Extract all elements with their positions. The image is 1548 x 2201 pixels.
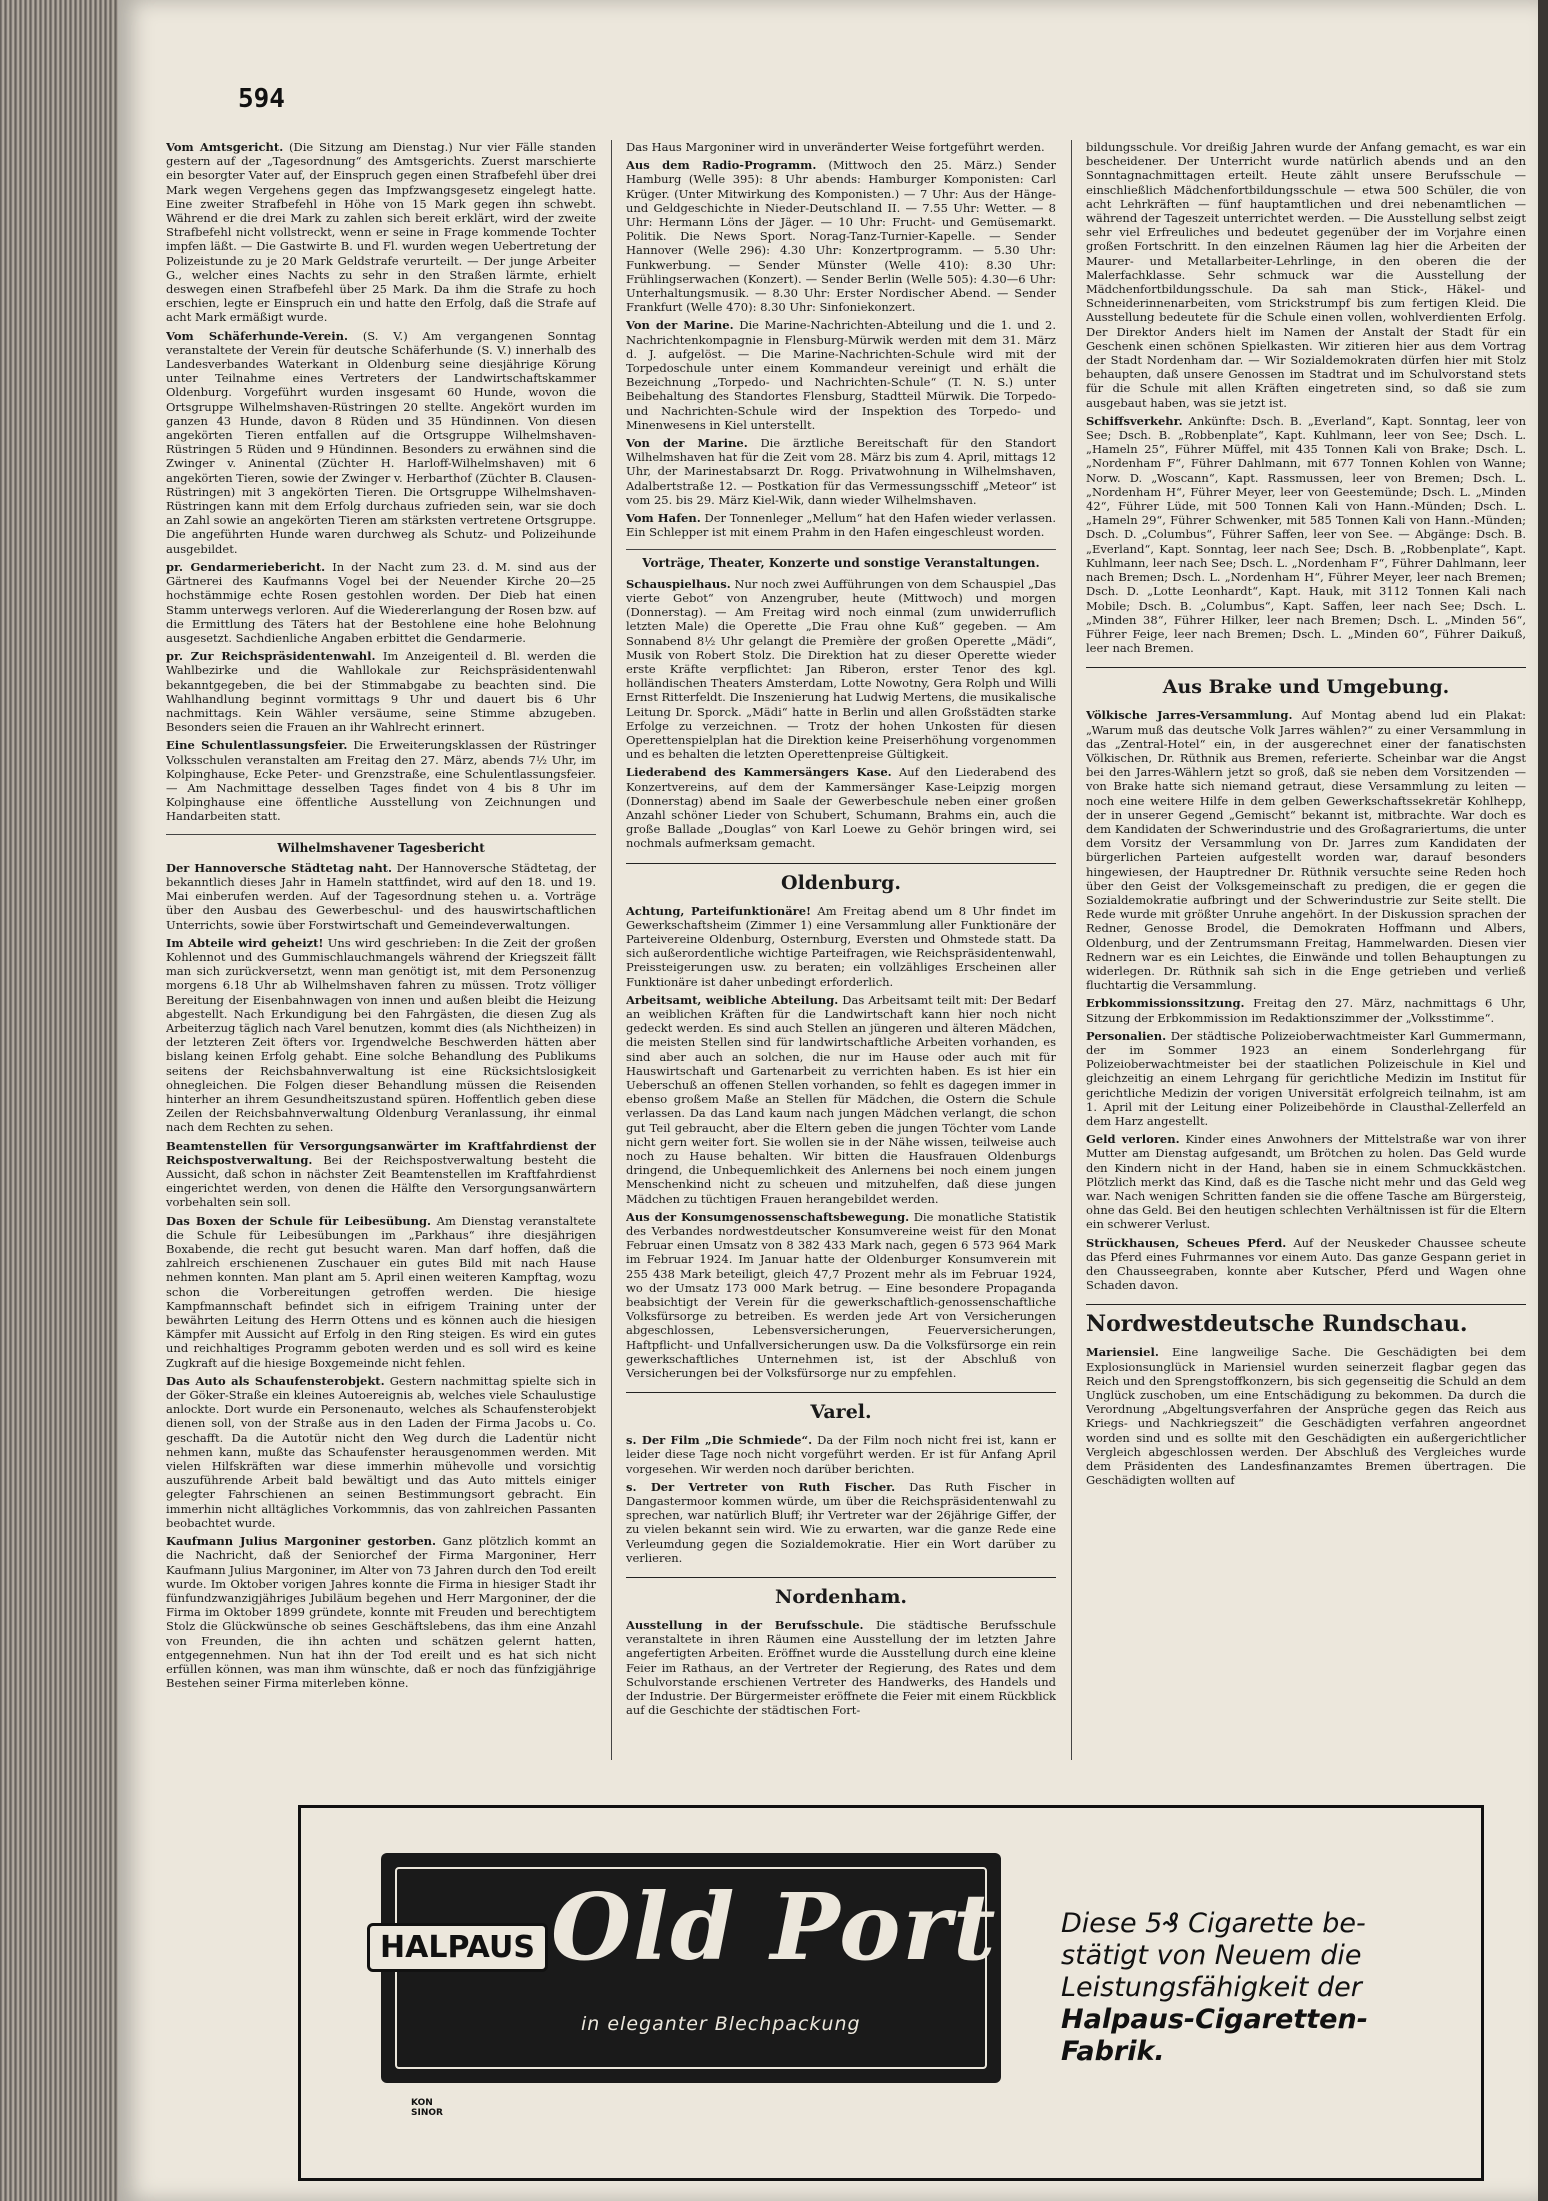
article <box>166 1534 596 1690</box>
article <box>166 329 596 556</box>
article <box>626 577 1056 762</box>
article <box>166 1374 596 1530</box>
article <box>626 318 1056 432</box>
article-text: bildungsschule. Vor dreißig Jahren wurde der Anfang gemacht, es war ein bescheidener. Der Unterricht wurde natürlich abends und an den Sonntagnachmittagen erteilt. Heute zählt unsere Berufsschule — einschließlich Mädchenfortbildungsschule — etwa 500 Schüler, die von acht Lehrkräften — fünf hauptamtlichen und drei nebenamtlichen — während der Tageszeit unterrichtet werden. — Die Ausstellung selbst zeigt sehr viel Erfreuliches und bedeutet gegenüber der im Vorjahre einen großen Fortschritt. In den einzelnen Räumen lag hier die Arbeiten der Maurer- und Metallarbeiter-Lehrlinge, in den oberen die der Malerfachklasse. Sehr schmuck war die Ausstellung der Mädchenfortbildungsschule. Da sah man Stick-, Häkel- und Schneiderinnenarbeiten, vom Strickstrumpf bis zum fertigen Kleid. Die Ausstellung bedeutete für die Schule einen vollen, wohlverdienten Erfolg. Der Direktor Anders hielt im Namen der Anstalt der Stadt für ein Geschenk einen schönen Spielkasten. Wir zitieren hier aus dem Vortrag der Stadt Nordenham dar. — Wir Sozialdemokraten dürfen hier mit Stolz behaupten, daß unsere Genossen im Stadtrat und im Schulvorstand stets für die Schule mit allen Kräften eingetreten sind, so daß sie zum ausgebaut haben, was sie jetzt ist. <box>1086 140 1526 410</box>
article-headline: Achtung, Parteifunktionäre! <box>626 903 812 918</box>
article-text: Ganz plötzlich kommt an die Nachricht, daß der Seniorchef der Firma Margoniner, Herr Kaufmann Julius Margoniner, im Alter von 73 Jahren durch den Tod ereilt wurde. Im Oktober vorigen Jahres konnte die Firma in hiesiger Stadt ihr fünfundzwanzigjähriges Jubiläum begehen und Herr Margoniner, der die Firma im Oktober 1899 gründete, konnte mit Freuden und berechtigtem Stolz die Glückwünsche ob seines Geschäftslebens, das ihm eine Anzahl von Freunden, die ihn achten und schätzen gelernt hatten, entgegennehmen. Nun hat ihn der Tod ereilt und es hat sich nicht erfüllen können, was man ihm wünschte, daß er noch das fünfzigjährige Bestehen seiner Firma miterleben könne. <box>166 1534 596 1691</box>
article-headline: Von der Marine. <box>626 436 748 451</box>
ad-slogan <box>1061 1908 1461 2068</box>
article <box>1086 1132 1526 1231</box>
article <box>1086 708 1526 992</box>
article-headline: Mariensiel. <box>1086 1345 1159 1360</box>
article-headline: Geld verloren. <box>1086 1132 1180 1147</box>
ad-brand: HALPAUS <box>367 1923 548 1972</box>
article-headline: Vom Hafen. <box>626 511 701 526</box>
article-headline: Das Auto als Schaufensterobjekt. <box>166 1373 385 1388</box>
cigarette-advertisement <box>298 1805 1484 2181</box>
article-text: Nur noch zwei Aufführungen von dem Schauspiel „Das vierte Gebot“ von Anzengruber, heute (Mittwoch) und morgen (Donnerstag). — Am Freitag wird noch einmal (zum unwiderruflich letzten Male) die Operette „Die Frau ohne Kuß“ gegeben. — Am Sonnabend 8½ Uhr gelangt die Première der großen Operette „Mädi“, Musik von Robert Stolz. Die Direktion hat zu dieser Operette wieder erste Kräfte verpflichtet: Jan Riberon, erster Tenor des kgl. holländischen Theaters Amsterdam, Lotte Nowotny, Gera Rolph und Willi Ernst Ritterfeldt. Die Inszenierung hat Ludwig Mertens, die musikalische Leitung Dr. Sporck. „Mädi“ hatte in Berlin und allen Großstädten starke Erfolge zu verzeichnen. — Trotz der hohen Unkosten für diesen Operettenspielplan hat die Direktion keine Preiserhöhung vorgenommen und es behalten die letzten Operettenpreise Gültigkeit. <box>626 576 1056 762</box>
article-headline: Der Hannoversche Städtetag naht. <box>166 860 392 875</box>
article-text: (S. V.) Am vergangenen Sonntag veranstaltete der Verein für deutsche Schäferhunde (S. V.) innerhalb des Landesverbandes Waterkant in Oldenburg seine diesjährige Körung unter Teilnahme eines Vertreters der Landwirtschaftskammer Oldenburg. Vorgeführt wurden insgesamt 60 Hunde, wovon die Ortsgruppe Wilhelmshaven-Rüstringen 20 stellte. Angekört wurden im ganzen 43 Hunde, davon 8 Rüden und 35 Hündinnen. Von diesen angekörten Tieren entfallen auf die Ortsgruppe Wilhelmshaven-Rüstringen 5 Rüden und 9 Hündinnen. Besonders zu erwähnen sind die Zwinger v. Aninental (Züchter H. Harloff-Wilhelmshaven) mit 6 angekörten Tieren, sowie der Zwinger v. Herbarthof (Züchter B. Clausen-Rüstringen) mit 3 angekörten Tieren. Die Ortsgruppe Wilhelmshaven-Rüstringen kann mit dem Erfolg durchaus zufrieden sein, war sie doch an Zahl sowie an angekörten Tieren am stärksten vertretene Ortsgruppe. Die angeführten Hunde waren durchweg als Schutz- und Polizeihunde ausgebildet. <box>166 328 596 556</box>
article-headline: Schiffsverkehr. <box>1086 413 1183 428</box>
article-text: Ankünfte: Dsch. B. „Everland“, Kapt. Sonntag, leer von See; Dsch. B. „Robbenplate“, Kapt. Kuhlmann, leer von See; Dsch. L. „Hameln 25“, Führer Müffel, mit 435 Tonnen Kali von Brake; Dsch. L. „Nordenham F“, Führer Dahlmann, mit 677 Tonnen Kohlen von Wanne; Norw. D. „Woscann“, Kapt. Rassmussen, leer von Bremen; Dsch. L. „Nordenham H“, Führer Meyer, leer von Geestemünde; Dsch. L. „Minden 42“, Führer Lüde, mit 500 Tonnen Kali von Hann.-Münden; Dsch. L. „Hameln 29“, Führer Schwenker, mit 585 Tonnen Kali von Hann.-Münden; Dsch. D. „Columbus“, Führer Saffen, leer von See. — Abgänge: Dsch. B. „Everland“, Kapt. Sonntag, leer nach See; Dsch. B. „Robbenplate“, Kapt. Kuhlmann, leer nach See; Dsch. L. „Nordenham F“, Führer Dahlmann, leer nach Bremen; Dsch. L. „Nordenham H“, Führer Meyer, leer nach Bremen; Dsch. D. „Lotte Leonhardt“, Kapt. Hauk, mit 3112 Tonnen Kali nach Mobile; Dsch. B. „Columbus“, Kapt. Saffen, leer nach See; Dsch. L. „Minden 38“, Führer Hilker, leer nach Bremen; Dsch. L. „Minden 56“, Führer Feige, leer nach Bremen; Dsch. L. „Minden 60“, Führer Daikuß, leer nach Bremen. <box>1086 413 1526 656</box>
article-text: Gestern nachmittag spielte sich in der Göker-Straße ein kleines Autoereignis ab, welches viele Schaulustige anlockte. Dort wurde ein Personenauto, welches als Schaufensterobjekt dienen soll, von der Straße aus in den Laden der Firma Jacobs u. Co. geschafft. Da die Autotür nicht den Weg durch die Ladentür nicht nehmen kann, mußte das Schaufenster herausgenommen werden. Mit vielen Hilfskräften war diese immerhin mühevolle und vorsichtig auszuführende Arbeit bald bewältigt und das Auto mittels einiger gelegter Fahrschienen an seinen Bestimmungsort gebracht. Ein immerhin nicht alltägliches Vorkommnis, das von zahlreichen Passanten beobachtet wurde. <box>166 1373 596 1530</box>
article <box>626 140 1056 154</box>
ad-packaging-note: in eleganter Blechpackung <box>581 2013 861 2035</box>
article <box>1086 1029 1526 1128</box>
article-text: Uns wird geschrieben: In die Zeit der großen Kohlennot und des Gummischlauchmangels während der Kriegszeit fällt man sich zurückversetzt, wenn man genötigt ist, mit dem Personenzug morgens 6.18 Uhr ab Wilhelmshaven fahren zu müssen. Trotz völliger Bereitung der Eisenbahnwagen von innen und außen bleibt die Heizung abgestellt. Nach Erkundigung bei den Fahrgästen, die diesen Zug als Arbeiterzug täglich nach Varel benutzen, kommt dies (als Nichtheizen) in der letzteren Zeit öfters vor. Irgendwelche Beschwerden hätten aber bislang keinen Erfolg gehabt. Eine solche Behandlung des Publikums seitens der Reichsbahnverwaltung ist eine Rücksichtslosigkeit ohnegleichen. Die Folgen dieser Behandlung müssen die Reisenden hinterher an ihrem Gesundheitszustand spüren. Hoffentlich geben diese Zeilen der Reichsbahnverwaltung Oldenburg Veranlassung, ihr einmal nach dem Rechten zu sehen. <box>166 935 596 1135</box>
article <box>626 1210 1056 1380</box>
section-heading: Varel. <box>626 1392 1056 1425</box>
subsection-heading: Wilhelmshavener Tagesbericht <box>166 834 596 855</box>
ad-slogan-line: Halpaus-Cigaretten-Fabrik. <box>1061 2004 1368 2067</box>
page-number: 594 <box>238 84 285 114</box>
ad-slogan-line: Leistungsfähigkeit der <box>1061 1972 1362 2003</box>
article-headline: Von der Marine. <box>626 318 734 333</box>
article-text: Der städtische Polizeioberwachtmeister Karl Gummermann, der im Sommer 1923 an einem Sonderlehrgang für Polizeioberwachtmeister bei der staatlichen Polizeischule in Kiel und gleichzeitig an einem Lehrgang für gerichtliche Medizin im Institut für gerichtliche Medizin der vorigen Universität erfolgreich teilnahm, ist am 1. April mit der Leitung einer Polizeibehörde in Clausthal-Zellerfeld an dem Harz angestellt. <box>1086 1028 1526 1128</box>
article-headline: Aus der Konsumgenossenschaftsbewegung. <box>626 1209 910 1224</box>
article-text: Bei der Reichspostverwaltung besteht die Aussicht, daß schon in nächster Zeit Beamtenstellen im Kraftfahrdienst eingerichtet werden, von denen die Hälfte den Versorgungsanwärtern vorbehalten sein soll. <box>166 1152 596 1210</box>
newspaper-page <box>118 0 1538 2201</box>
article <box>166 560 596 645</box>
ad-designer-mark-line: SINOR <box>411 2108 443 2118</box>
article <box>1086 1236 1526 1293</box>
article-headline: Vom Amtsgericht. <box>166 140 284 154</box>
article-text: (Die Sitzung am Dienstag.) Nur vier Fälle standen gestern auf der „Tagesordnung“ des Amtsgerichts. Zuerst marschierte ein besorgter Vater auf, der Einspruch gegen einen Strafbefehl über drei Mark wegen Vergehens gegen das Impfzwangsgesetz eingelegt hatte. Eine zweiter Strafbefehl in Höhe von 15 Mark gegen ihn schwebt. Während er die drei Mark zu zahlen sich bereit erklärt, wird der zweite Strafbefehl nicht vollstreckt, wenn er seine in Frage kommende Tochter impfen läßt. — Die Gastwirte B. und Fl. wurden wegen Uebertretung der Polizeistunde zu je 20 Mark Geldstrafe verurteilt. — Der junge Arbeiter G., welcher eines Nachts zu sehr in den Straßen lärmte, erhielt deswegen einen Strafbefehl über 25 Mark. Da ihm die Strafe zu hoch erschien, legte er Einspruch ein und hatte den Erfolg, daß die Strafe auf acht Mark ermäßigt wurde. <box>166 140 596 325</box>
article-text: Das Ruth Fischer in Dangastermoor kommen würde, um über die Reichspräsidentenwahl zu sprechen, war natürlich Bluff; ihr Vertreter war der 26jährige Giffer, der zu vielen bekannt sein wird. Wie zu erwarten, war die ganze Rede eine Verleumdung gegen die Sozialdemokratie. Hier ein Wort darüber zu verlieren. <box>626 1479 1056 1565</box>
article <box>626 765 1056 850</box>
article-text: Die städtische Berufsschule veranstaltete in ihren Räumen eine Ausstellung der im letzten Jahre angefertigten Arbeiten. Eröffnet wurde die Ausstellung durch eine kleine Feier im Rathaus, an der Vertreter der Regierung, des Rates und dem Schulvorstande erschienen Vertreter des Handwerks, des Handels und der Industrie. Der Bürgermeister eröffnete die Feier mit einem Rückblick auf die Geschichte der städtischen Fort- <box>626 1618 1056 1718</box>
article-headline: s. Der Film „Die Schmiede“. <box>626 1433 813 1448</box>
article <box>166 649 596 734</box>
article-headline: Aus dem Radio-Programm. <box>626 158 817 173</box>
column-1 <box>166 140 596 1790</box>
ad-slogan-line: stätigt von Neuem die <box>1061 1940 1362 1971</box>
article <box>166 1214 596 1370</box>
article-text: Auf Montag abend lud ein Plakat: „Warum muß das deutsche Volk Jarres wählen?“ zu einer Versammlung in das „Zentral-Hotel“ ein, in der ausgerechnet einer der fanatischsten Völkischen, Dr. Rüthnik aus Bremen, referierte. Scheinbar war die Angst bei den Jarres-Wählern jetzt so groß, daß sie neben dem Vorsitzenden — von Brake hatte sich niemand getraut, diese Versammlung zu leiten — noch eine weitere Hilfe in dem gelben Gewerkschaftssekretär Kohlhepp, der in unserer Gegend „Gemischt“ bekannt ist, mitbrachte. War doch es dem Kandidaten der Schwerindustrie und des Großagrariertums, die unter dem Vorsitz der Versammlung von Dr. Jarres zum Kandidaten der bürgerlichen Parteien aufgestellt worden war, darauf besonders hingewiesen, der Hauptredner Dr. Rüthnik versuchte seine Reden hoch über den Geist der Volksgemeinschaft zu predigen, die er gegen die Sozialdemokratie aufbringt und der Schwerindustrie zur Seite stellt. Die Rede wurde mit größter Unruhe angehört. In der Diskussion sprachen der Redner, Genosse Brodel, die Demokraten Hoffmann und Albers, Oldenburg, und der Zentrumsmann Freitag, Hammelwarden. Diesen vier Rednern war es ein Leichtes, die Einwände und tollen Behauptungen zu widerlegen. Dr. Rüthnik sah sich in die Enge getrieben und verließ fluchtartig die Versammlung. <box>1086 708 1526 993</box>
article <box>166 936 596 1135</box>
article-text: Die Marine-Nachrichten-Abteilung und die 1. und 2. Nachrichtenkompagnie in Flensburg-Mürwik werden mit dem 31. März d. J. aufgelöst. — Die Marine-Nachrichten-Schule wird mit der Torpedoschule unter einem Kommandeur vereinigt und erhält die Bezeichnung „Torpedo- und Nachrichten-Schule“ (T. N. S.) unter Beibehaltung des Standortes Flensburg, Stadtteil Mürwik. Die Torpedo- und Nachrichten-Schule wird der Inspektion des Torpedo- und Minenwesens in Kiel unterstellt. <box>626 318 1056 432</box>
article-text: Auf der Neuskeder Chaussee scheute das Pferd eines Fuhrmannes vor einem Auto. Das ganze Gespann geriet in den Chausseegraben, konnte aber Kutscher, Pferd und Wagen ohne Schaden davon. <box>1086 1235 1526 1293</box>
ad-designer-mark-line: KON <box>411 2098 433 2108</box>
article <box>626 904 1056 989</box>
article-text: Am Freitag abend um 8 Uhr findet im Gewerkschaftsheim (Zimmer 1) eine Versammlung aller Funktionäre der Parteivereine Oldenburg, Osternburg, Eversten und Ohmstede statt. Da sich außerordentliche wichtige Parteifragen, wie Reichspräsidentenwahl, Preissteigerungen usw. zu beraten; ein vollzähliges Erscheinen aller Funktionäre ist daher unbedingt erforderlich. <box>626 903 1056 989</box>
article-headline: Erbkommissionssitzung. <box>1086 996 1245 1011</box>
article <box>626 1433 1056 1476</box>
article-text: Im Anzeigenteil d. Bl. werden die Wahlbezirke und die Wahllokale zur Reichspräsidentenwahl bekanntgegeben, die bei der Stimmabgabe zu beachten sind. Die Wahlhandlung beginnt vormittags 9 Uhr und dauert bis 6 Uhr nachmittags. Kein Wähler versäume, seine Stimme abzugeben. Besonders seien die Frauen an ihr Wahlrecht erinnert. <box>166 649 596 735</box>
article <box>626 1618 1056 1717</box>
article-headline: Liederabend des Kammersängers Kase. <box>626 765 892 780</box>
article-headline: Kaufmann Julius Margoniner gestorben. <box>166 1534 437 1549</box>
article-text: Der Tonnenleger „Mellum“ hat den Hafen wieder verlassen. Ein Schlepper ist mit einem Prahm in den Hafen eingeschleust worden. <box>626 511 1056 540</box>
article-text: Die ärztliche Bereitschaft für den Standort Wilhelmshaven hat für die Zeit vom 28. März bis zum 4. April, mittags 12 Uhr, der Marinestabsarzt Dr. Rogg. Privatwohnung in Wilhelmshaven, Adalbertstraße 12. — Postkation für das Vermessungsschiff „Meteor“ ist vom 25. bis 29. März Kiel-Wik, dann wieder Wilhelmshaven. <box>626 436 1056 507</box>
ad-designer-mark <box>411 2098 443 2118</box>
column-2 <box>626 140 1056 1790</box>
article <box>1086 414 1526 655</box>
article-headline: Das Boxen der Schule für Leibesübung. <box>166 1213 432 1228</box>
article-headline: s. Der Vertreter von Ruth Fischer. <box>626 1479 896 1494</box>
ad-logo-panel <box>381 1853 1001 2083</box>
article-text: In der Nacht zum 23. d. M. sind aus der Gärtnerei des Kaufmanns Vogel bei der Neuender Kirche 20—25 hochstämmige echte Rosen gestohlen worden. Der Dieb hat einen Stamm unterwegs verloren. Auf die Wiedererlangung der Rosen bzw. auf die Ermittlung des Täters hat der Bestohlene eine hohe Belohnung ausgesetzt. Sachdienliche Angaben erbittet die Gendarmerie. <box>166 559 596 645</box>
article-text: Freitag den 27. März, nachmittags 6 Uhr, Sitzung der Erbkommission im Redaktionszimmer der „Volksstimme“. <box>1086 996 1526 1025</box>
article <box>1086 140 1526 410</box>
article <box>166 861 596 932</box>
section-heading: Oldenburg. <box>626 863 1056 896</box>
article <box>626 436 1056 507</box>
article-headline: Vom Schäferhunde-Verein. <box>166 328 348 343</box>
ad-slogan-line: Diese 5₰ Cigarette be- <box>1061 1908 1366 1939</box>
article-headline: Ausstellung in der Berufsschule. <box>626 1618 864 1633</box>
article <box>626 993 1056 1206</box>
book-edge <box>0 0 118 2201</box>
article-text: (Mittwoch den 25. März.) Sender Hamburg (Welle 395): 8 Uhr abends: Hamburger Komponisten: Carl Krüger. (Unter Mitwirkung des Komponisten.) — 7 Uhr: Aus der Hänge- und Geldgeschichte in Nieder-Deutschland II. — 7.55 Uhr: Wetter. — 8 Uhr: Hermann Löns der Jäger. — 10 Uhr: Frucht- und Gemüsemarkt. Politik. Die News Sport. Norag-Tanz-Turnier-Kapelle. — Sender Hannover (Welle 296): 4.30 Uhr: Konzertprogramm. — 5.30 Uhr: Funkwerbung. — Sender Münster (Welle 410): 8.30 Uhr: Frühlingserwachen (Konzert). — Sender Berlin (Welle 505): 4.30—6 Uhr: Unterhaltungsmusik. — 8.30 Uhr: Erster Nordischer Abend. — Sender Frankfurt (Welle 470): 8.30 Uhr: Sinfoniekonzert. <box>626 158 1056 315</box>
article-text: Eine langweilige Sache. Die Geschädigten bei dem Explosionsunglück in Mariensiel wurden seinerzeit flagbar gegen das Reich und den Sprengstoffkonzern, bis sich gegenseitig die Schuld an dem Unglück zuschoben, um eine Entschädigung zu bekommen. Da durch die Verordnung „Abgeltungsverfahren der Ansprüche gegen das Reich aus Kriegs- und Nachkriegszeit“ die Geschädigten verfahren angeordnet worden sind und es sollte mit den Geschädigten ein außergerichtlicher Vergleich abgeschlossen werden. Der Abschluß des Vergleiches wurde dem Präsidenten des Landesfinanzamtes Bremen übertragen. Die Geschädigten wollten auf <box>1086 1345 1526 1488</box>
article-text: Kinder eines Anwohners der Mittelstraße war von ihrer Mutter am Dienstag aufgesandt, um Brötchen zu holen. Das Geld wurde den Kindern nicht in der Hand, haben sie in einem Schmuckkästchen. Plötzlich merkt das Kind, daß es die Tasche nicht mehr und das Geld weg war. Nach wenigen Schritten fanden sie die offene Tasche am Bürgersteig, ohne das Geld. Bei den heutigen schlechten Verhältnissen ist für die Eltern ein schwerer Verlust. <box>1086 1132 1526 1232</box>
article-headline: Personalien. <box>1086 1028 1167 1043</box>
article <box>1086 1345 1526 1487</box>
article-text: Das Arbeitsamt teilt mit: Der Bedarf an weiblichen Kräften für die Landwirtschaft kann hier noch nicht gedeckt werden. Es sind auch Stellen an jüngeren und älteren Mädchen, die meisten Stellen sind für landwirtschaftliche Arbeiten vorhanden, es sind aber auch an solchen, die nur im Hause oder auch mit für Hauswirtschaft und Gartenarbeit zu verrichten haben. Es ist hier ein Ueberschuß an offenen Stellen vorhanden, so fehlt es dagegen immer in ebenso großem Maße an Stellen für Mädchen, die Ostern die Schule verlassen. Da das Land kaum nach jungen Mädchen verlangt, die schon gut Teil gebraucht, aber die Eltern geben die jungen Töchter vom Lande nicht gern weiter fort. Sie wollen sie in der Nähe wissen, teilweise auch noch zu Hause behalten. Wir bitten die Hausfrauen Oldenburgs dringend, die Unbequemlichkeit des Anlernens bei noch einem jungen Menschenkind nicht zu scheuen und mitzuhelfen, daß diese jungen Mädchen zu tüchtigen Frauen herangebildet werden. <box>626 992 1056 1206</box>
article <box>1086 996 1526 1024</box>
article-text: Die Erweiterungsklassen der Rüstringer Volksschulen veranstalten am Freitag den 27. März, abends 7½ Uhr, im Kolpinghause, Ecke Peter- und Grenzstraße, eine Schulentlassungsfeier. — Am Nachmittage desselben Tages findet von 4 bis 8 Uhr im Kolpinghause eine öffentliche Ausstellung von Zeichnungen und Handarbeiten statt. <box>166 738 596 824</box>
article-headline: pr. Gendarmeriebericht. <box>166 559 326 574</box>
article <box>166 140 596 325</box>
section-heading: Aus Brake und Umgebung. <box>1086 667 1526 700</box>
article <box>166 738 596 823</box>
column-rule <box>611 140 612 1760</box>
article-headline: Im Abteile wird geheizt! <box>166 935 324 950</box>
article <box>166 1139 596 1210</box>
article-headline: Strückhausen, Scheues Pferd. <box>1086 1235 1287 1250</box>
column-rule <box>1071 140 1072 1760</box>
article-headline: pr. Zur Reichspräsidentenwahl. <box>166 649 376 664</box>
section-heading: Nordwestdeutsche Rundschau. <box>1086 1304 1526 1337</box>
column-3 <box>1086 140 1526 1790</box>
article-text: Der Hannoversche Städtetag, der bekanntlich dieses Jahr in Hameln stattfindet, wird auf den 18. und 19. Mai einberufen werden. Auf der Tagesordnung stehen u. a. Vorträge über den Ausbau des Gewerbeschul- und des hauswirtschaftlichen Unterrichts, sowie über Forstwirtschaft und Gemeindeverwaltungen. <box>166 860 596 932</box>
article <box>626 158 1056 314</box>
article-headline: Eine Schulentlassungsfeier. <box>166 738 348 753</box>
article-text: Das Haus Margoniner wird in unveränderter Weise fortgeführt werden. <box>626 140 1045 154</box>
article <box>626 511 1056 539</box>
ad-product-name: Old Port <box>551 1873 998 1981</box>
article-headline: Arbeitsamt, weibliche Abteilung. <box>626 992 839 1007</box>
section-heading: Nordenham. <box>626 1577 1056 1610</box>
article-headline: Völkische Jarres-Versammlung. <box>1086 708 1293 723</box>
article-headline: Beamtenstellen für Versorgungsanwärter im Kraftfahrdienst der Reichspostverwaltung. <box>166 1138 596 1167</box>
article-headline: Schauspielhaus. <box>626 576 731 591</box>
article-text: Auf den Liederabend des Konzertvereins, auf dem der Kammersänger Kase-Leipzig morgen (Donnerstag) abend im Saale der Gewerbeschule neben einer großen Anzahl schöner Lieder von Schubert, Schumann, Brahms ein, auch die große Ballade „Douglas“ von Karl Loewe zu Gehör bringen wird, sei nochmals aufmerksam gemacht. <box>626 765 1056 851</box>
article <box>626 1480 1056 1565</box>
article-text: Die monatliche Statistik des Verbandes nordwestdeutscher Konsumvereine weist für den Monat Februar einen Umsatz von 8 382 433 Mark nach, gegen 6 573 964 Mark im Februar 1924. Im Januar hatte der Oldenburger Konsumverein mit 255 438 Mark beteiligt, gleich 47,7 Prozent mehr als im Februar 1924, wo der Umsatz 173 000 Mark betrug. — Eine besondere Propaganda beabsichtigt der Verein für die gewerkschaftlich-genossenschaftliche Volksfürsorge zu betreiben. Es werden jede Art von Versicherungen abgeschlossen, Lebensversicherungen, Feuerversicherungen, Haftpflicht- und Unfallversicherungen usw. Da die Volksfürsorge ein rein gewerkschaftliches Unternehmen ist, ist der Abschluß von Versicherungen bei der Volksfürsorge nur zu empfehlen. <box>626 1209 1056 1381</box>
article-text: Am Dienstag veranstaltete die Schule für Leibesübungen im „Parkhaus“ ihre diesjährigen Boxabende, die recht gut besucht waren. Man darf hoffen, daß die zahlreich erschienenen Zuschauer ein gutes Bild mit nach Hause nehmen konnten. Man plant am 5. April einen weiteren Kampftag, wozu schon die Vorbereitungen getroffen werden. Die hiesige Kampfmannschaft befindet sich in eifrigem Training unter der bewährten Leitung des Herrn Ottens und es können auch die hiesigen Kämpfer mit Aussicht auf Erfolg in den Ring steigen. Es wird ein gutes und reichhaltiges Programm geboten werden und es soll wird es keine Zugkraft auf die hiesige Boxgemeinde nicht fehlen. <box>166 1213 596 1370</box>
article-text: Da der Film noch nicht frei ist, kann er leider diese Tage noch nicht vorgeführt werden. Er ist für Anfang April vorgesehen. Wir werden noch darüber berichten. <box>626 1433 1056 1476</box>
subsection-heading: Vorträge, Theater, Konzerte und sonstige Veranstaltungen. <box>626 549 1056 570</box>
